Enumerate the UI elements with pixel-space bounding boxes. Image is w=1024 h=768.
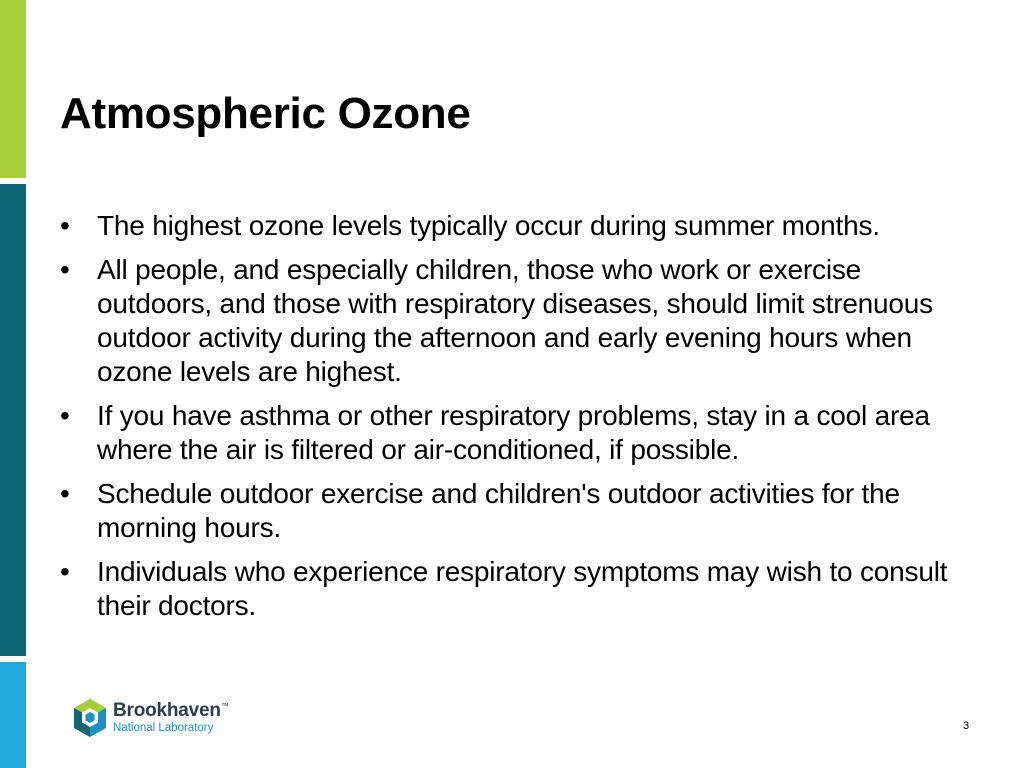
bullet-item xyxy=(60,477,980,545)
bullet-item xyxy=(60,209,980,243)
logo-subtitle: National Laboratory xyxy=(113,722,214,735)
bullet-text: The highest ozone levels typically occur during summer months. xyxy=(97,210,880,241)
sidebar-accent-blue xyxy=(0,662,26,768)
brookhaven-hexagon-logo-icon xyxy=(72,698,108,738)
bullet-marker: • xyxy=(60,400,70,431)
bullet-text: Individuals who experience respiratory symptoms may wish to consult their doctors. xyxy=(97,556,948,621)
bullet-marker: • xyxy=(60,478,70,509)
sidebar-accent-teal xyxy=(0,184,26,656)
brookhaven-logo xyxy=(72,698,229,738)
bullet-marker: • xyxy=(60,210,70,241)
bullet-item xyxy=(60,399,980,467)
page-number: 3 xyxy=(963,720,970,732)
bullet-marker: • xyxy=(60,254,70,285)
bullet-item xyxy=(60,555,980,623)
bullet-text: Schedule outdoor exercise and children's outdoor activities for the morning hours. xyxy=(97,478,900,543)
bullet-item xyxy=(60,253,980,389)
bullet-text: All people, and especially children, those who work or exercise outdoors, and those with respiratory diseases, should limit strenuous outdoor activity during the afternoon and early evening hours when ozone levels are highest. xyxy=(97,254,933,387)
bullet-text: If you have asthma or other respiratory problems, stay in a cool area where the air is filtered or air-conditioned, if possible. xyxy=(97,400,930,465)
bullet-marker: • xyxy=(60,556,70,587)
bullet-list xyxy=(60,209,980,633)
sidebar-accent-green xyxy=(0,0,26,178)
logo-name: Brookhaven™ xyxy=(113,700,229,722)
slide-title: Atmospheric Ozone xyxy=(60,89,471,138)
